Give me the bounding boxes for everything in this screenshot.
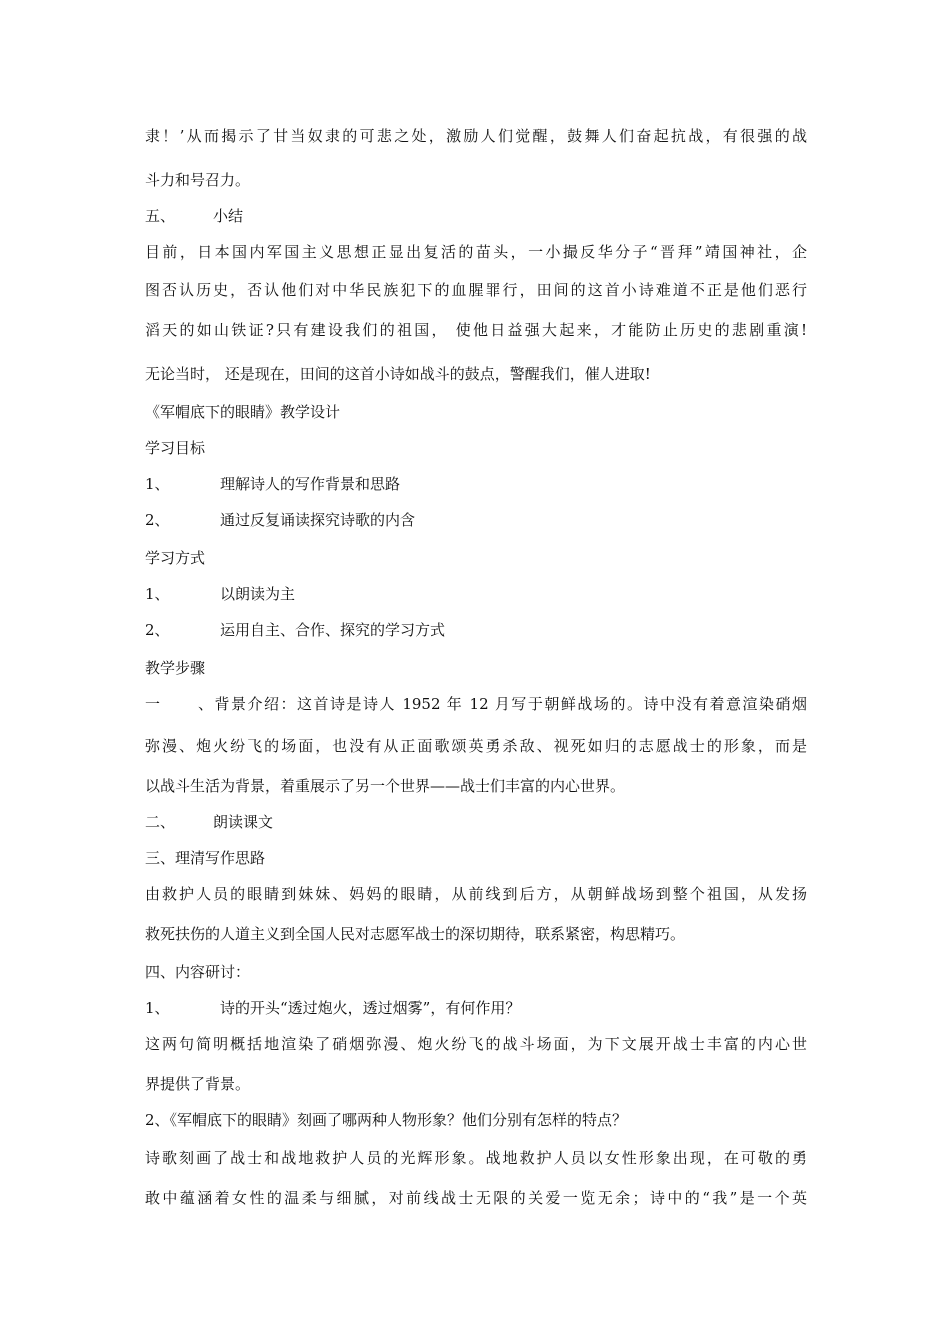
list-text: 理解诗人的写作背景和思路	[220, 475, 401, 493]
question-line	[145, 998, 807, 1018]
section-heading: 三、理清写作思路	[145, 849, 266, 867]
section-title: 朗读课文	[213, 813, 274, 831]
list-number: 1、	[145, 475, 170, 493]
list-number: 1、	[145, 585, 170, 603]
paragraph-line: 由救护人员的眼睛到妹妹、妈妈的眼睛，从前线到后方，从朝鲜战场到整个祖国，从发扬	[145, 885, 807, 903]
goals-heading: 学习目标	[145, 439, 206, 457]
list-text: 运用自主、合作、探究的学习方式	[220, 621, 446, 639]
paragraph-line: 目前，日本国内军国主义思想正显出复活的苗头，一小撮反华分子“晋拜”靖国神社，企	[145, 243, 807, 261]
question-text: 诗的开头“透过炮火，透过烟雾”，有何作用？	[220, 999, 521, 1017]
paragraph-line: 图否认历史，否认他们对中华民族犯下的血腥罪行，田间的这首小诗难道不正是他们恶行	[145, 281, 807, 299]
paragraph-line: 弥漫、炮火纷飞的场面，也没有从正面歌颂英勇杀敌、视死如归的志愿战士的形象，而是	[145, 737, 807, 755]
document-title: 《军帽底下的眼睛》教学设计	[145, 403, 341, 421]
paragraph-line: 敢中蕴涵着女性的温柔与细腻，对前线战士无限的关爱一览无余；诗中的“我”是一个英	[145, 1189, 807, 1207]
list-number: 2、	[145, 511, 170, 529]
section-heading	[145, 812, 807, 832]
paragraph-line: 隶！’从而揭示了甘当奴隶的可悲之处，激励人们觉醒，鼓舞人们奋起抗战，有很强的战	[145, 127, 807, 145]
section-heading	[145, 206, 807, 226]
paragraph-line: 诗歌刻画了战士和战地救护人员的光辉形象。战地救护人员以女性形象出现，在可敬的勇	[145, 1149, 807, 1167]
list-item	[145, 584, 807, 604]
section-number: 二、	[145, 813, 176, 831]
section-number: 五、	[145, 207, 176, 225]
list-text: 通过反复诵读探究诗歌的内含	[220, 511, 416, 529]
question-line: 2、《军帽底下的眼睛》刻画了哪两种人物形象？他们分别有怎样的特点？	[145, 1111, 628, 1129]
section-text: 背景介绍：这首诗是诗人 1952 年 12 月写于朝鲜战场的。诗中没有着意渲染硝烟	[213, 695, 807, 713]
list-item	[145, 474, 807, 494]
section-heading: 四、内容研讨：	[145, 963, 251, 981]
paragraph-line: 界提供了背景。	[145, 1075, 251, 1093]
paragraph-line: 这两句简明概括地渲染了硝烟弥漫、炮火纷飞的战斗场面，为下文展开战士丰富的内心世	[145, 1035, 807, 1053]
methods-heading: 学习方式	[145, 549, 206, 567]
paragraph-line: 救死扶伤的人道主义到全国人民对志愿军战士的深切期待，联系紧密，构思精巧。	[145, 925, 686, 943]
paragraph-line: 无论当时， 还是现在，田间的这首小诗如战斗的鼓点，警醒我们，催人进取!	[145, 365, 651, 383]
section-title: 小结	[213, 207, 244, 225]
paragraph-line: 以战斗生活为背景，着重展示了另一个世界——战士们丰富的内心世界。	[145, 777, 626, 795]
list-number: 2、	[145, 621, 170, 639]
question-number: 1、	[145, 999, 170, 1017]
section-number: 一、	[145, 695, 213, 713]
section-line	[145, 694, 807, 714]
list-item	[145, 510, 807, 530]
list-text: 以朗读为主	[220, 585, 296, 603]
paragraph-line: 滔天的如山铁证?只有建设我们的祖国， 使他日益强大起来，才能防止历史的悲剧重演!	[145, 321, 807, 339]
list-item	[145, 620, 807, 640]
steps-heading: 教学步骤	[145, 659, 206, 677]
paragraph-line: 斗力和号召力。	[145, 171, 251, 189]
